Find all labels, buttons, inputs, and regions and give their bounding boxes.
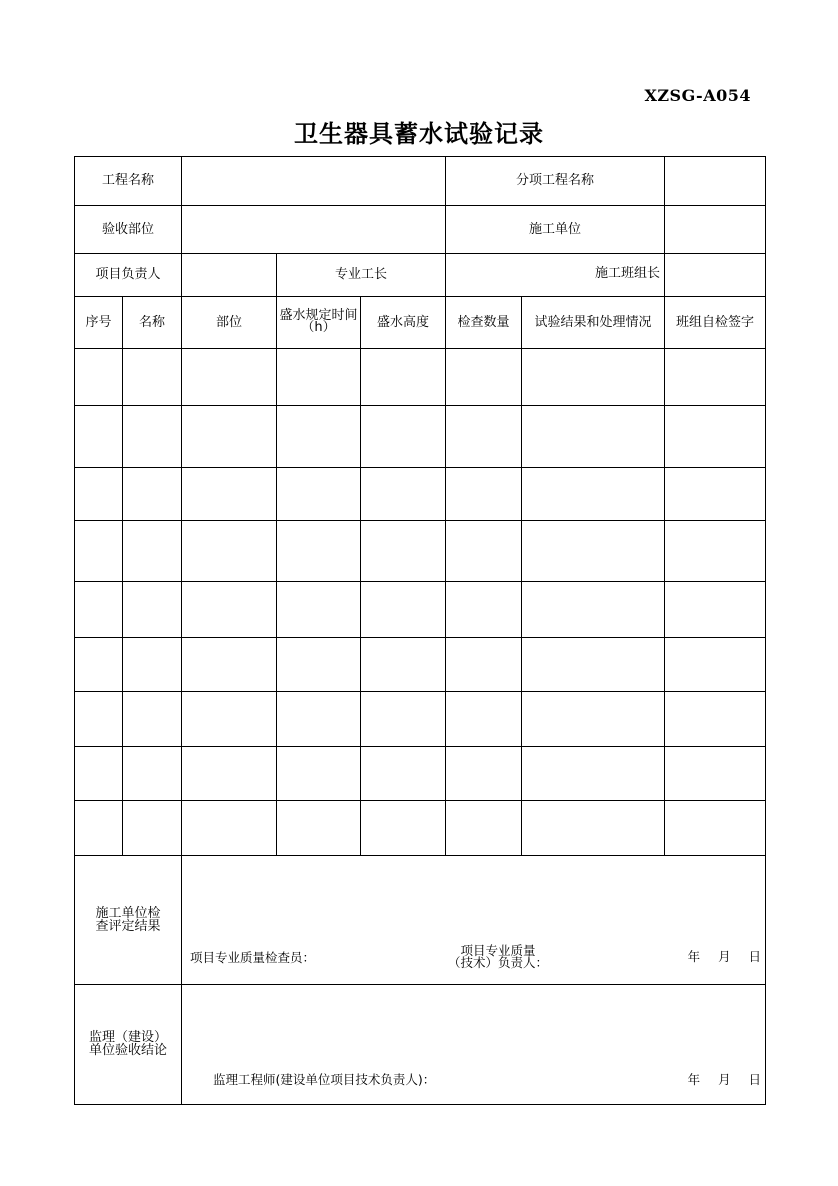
header-row-acceptance	[75, 206, 766, 254]
column-header-row	[75, 297, 766, 349]
table-cell[interactable]	[75, 747, 123, 801]
table-cell[interactable]	[182, 747, 277, 801]
table-cell[interactable]	[75, 349, 123, 406]
table-cell[interactable]	[361, 349, 446, 406]
table-cell[interactable]	[75, 406, 123, 468]
table-cell[interactable]	[446, 638, 522, 692]
table-cell[interactable]	[123, 349, 182, 406]
table-cell[interactable]	[182, 349, 277, 406]
table-cell[interactable]	[75, 638, 123, 692]
table-cell[interactable]	[75, 801, 123, 856]
table-cell[interactable]	[446, 747, 522, 801]
table-row	[75, 801, 766, 856]
table-cell[interactable]	[665, 801, 766, 856]
col-header-label: 名称	[139, 314, 166, 330]
subitem-field[interactable]	[665, 157, 766, 206]
table-row	[75, 582, 766, 638]
supervision-date: 年 月 日	[687, 1072, 762, 1087]
document-code: XZSG-A054	[644, 86, 751, 105]
table-cell[interactable]	[277, 801, 361, 856]
page-title: 卫生器具蓄水试验记录	[294, 120, 544, 148]
table-cell[interactable]	[277, 692, 361, 747]
table-cell[interactable]	[182, 801, 277, 856]
table-cell[interactable]	[522, 801, 665, 856]
table-cell[interactable]	[75, 582, 123, 638]
table-cell[interactable]	[123, 582, 182, 638]
supervision-label: 监理（建设） 单位验收结论	[89, 1030, 168, 1058]
project-name-label: 工程名称	[75, 157, 182, 206]
tech-lead-label: 项目专业质量 （技术）负责人：	[448, 943, 549, 970]
table-row	[75, 349, 766, 406]
table-cell[interactable]	[446, 349, 522, 406]
table-cell[interactable]	[182, 692, 277, 747]
table-cell[interactable]	[522, 582, 665, 638]
contractor-check-label-cell	[75, 856, 182, 985]
table-cell[interactable]	[665, 349, 766, 406]
supervision-row	[75, 985, 766, 1105]
table-cell[interactable]	[446, 468, 522, 521]
table-cell[interactable]	[446, 521, 522, 582]
table-cell[interactable]	[123, 521, 182, 582]
table-cell[interactable]	[277, 468, 361, 521]
table-cell[interactable]	[123, 406, 182, 468]
subitem-label: 分项工程名称	[446, 157, 665, 206]
col-header-name	[123, 297, 182, 349]
table-cell[interactable]	[182, 638, 277, 692]
table-cell[interactable]	[522, 349, 665, 406]
col-header-signature	[665, 297, 766, 349]
acceptance-part-label: 验收部位	[75, 206, 182, 254]
foreman-label: 专业工长	[277, 254, 446, 297]
table-cell[interactable]	[361, 692, 446, 747]
header-row-personnel	[75, 254, 766, 297]
team-leader-label: 施工班组长	[595, 266, 661, 281]
contractor-label: 施工单位	[446, 206, 665, 254]
table-cell[interactable]	[123, 692, 182, 747]
table-cell[interactable]	[277, 582, 361, 638]
contractor-field[interactable]	[665, 206, 766, 254]
table-row	[75, 747, 766, 801]
table-cell[interactable]	[665, 521, 766, 582]
table-cell[interactable]	[522, 692, 665, 747]
table-cell[interactable]	[277, 747, 361, 801]
contractor-check-label: 施工单位检 查评定结果	[95, 905, 161, 934]
table-cell[interactable]	[123, 638, 182, 692]
table-cell[interactable]	[361, 468, 446, 521]
table-row	[75, 692, 766, 747]
table-cell[interactable]	[665, 582, 766, 638]
table-cell[interactable]	[361, 801, 446, 856]
table-cell[interactable]	[182, 521, 277, 582]
col-header-label: 盛水规定时间 （h）	[279, 308, 358, 335]
table-cell[interactable]	[446, 801, 522, 856]
contractor-check-content[interactable]	[182, 856, 766, 985]
supervision-content[interactable]	[182, 985, 766, 1105]
table-cell[interactable]	[75, 521, 123, 582]
table-cell[interactable]	[361, 521, 446, 582]
table-cell[interactable]	[277, 521, 361, 582]
col-header-result	[522, 297, 665, 349]
table-cell[interactable]	[361, 582, 446, 638]
table-row	[75, 521, 766, 582]
table-cell[interactable]	[522, 521, 665, 582]
table-cell[interactable]	[277, 406, 361, 468]
quality-inspector-label: 项目专业质量检查员：	[190, 950, 316, 965]
table-cell[interactable]	[446, 406, 522, 468]
header-row-project	[75, 157, 766, 206]
table-cell[interactable]	[182, 406, 277, 468]
col-header-part	[182, 297, 277, 349]
team-leader-cell[interactable]	[595, 254, 766, 297]
table-cell[interactable]	[277, 638, 361, 692]
table-cell[interactable]	[522, 468, 665, 521]
table-row	[75, 638, 766, 692]
col-header-height	[361, 297, 446, 349]
project-manager-label: 项目负责人	[75, 254, 182, 297]
table-cell[interactable]	[361, 638, 446, 692]
col-header-label: 试验结果和处理情况	[534, 314, 652, 330]
contractor-check-row	[75, 856, 766, 985]
table-cell[interactable]	[277, 349, 361, 406]
table-cell[interactable]	[123, 747, 182, 801]
supervision-engineer-label: 监理工程师(建设单位项目技术负责人)：	[213, 1072, 436, 1087]
table-cell[interactable]	[123, 801, 182, 856]
table-cell[interactable]	[665, 468, 766, 521]
table-cell[interactable]	[75, 692, 123, 747]
table-cell[interactable]	[522, 406, 665, 468]
col-header-label: 检查数量	[457, 314, 510, 330]
table-cell[interactable]	[361, 406, 446, 468]
table-cell[interactable]	[665, 406, 766, 468]
table-cell[interactable]	[182, 582, 277, 638]
table-cell[interactable]	[75, 468, 123, 521]
table-cell[interactable]	[446, 692, 522, 747]
table-cell[interactable]	[522, 747, 665, 801]
table-cell[interactable]	[665, 692, 766, 747]
col-header-count	[446, 297, 522, 349]
col-header-duration	[277, 297, 361, 349]
col-header-label: 部位	[216, 314, 243, 330]
table-cell[interactable]	[182, 468, 277, 521]
col-header-label: 班组自检签字	[676, 314, 755, 330]
table-cell[interactable]	[361, 747, 446, 801]
table-cell[interactable]	[665, 747, 766, 801]
table-cell[interactable]	[522, 638, 665, 692]
record-form	[74, 156, 766, 1105]
acceptance-part-field[interactable]	[182, 206, 446, 254]
project-manager-field[interactable]	[182, 254, 277, 297]
col-header-label: 盛水高度	[377, 314, 430, 330]
supervision-label-cell	[75, 985, 182, 1105]
table-row	[75, 468, 766, 521]
table-cell[interactable]	[446, 582, 522, 638]
project-name-field[interactable]	[182, 157, 446, 206]
col-header-label: 序号	[85, 314, 112, 330]
col-header-seq	[75, 297, 123, 349]
contractor-check-date: 年 月 日	[687, 949, 762, 964]
table-cell[interactable]	[665, 638, 766, 692]
table-cell[interactable]	[123, 468, 182, 521]
table-row	[75, 406, 766, 468]
